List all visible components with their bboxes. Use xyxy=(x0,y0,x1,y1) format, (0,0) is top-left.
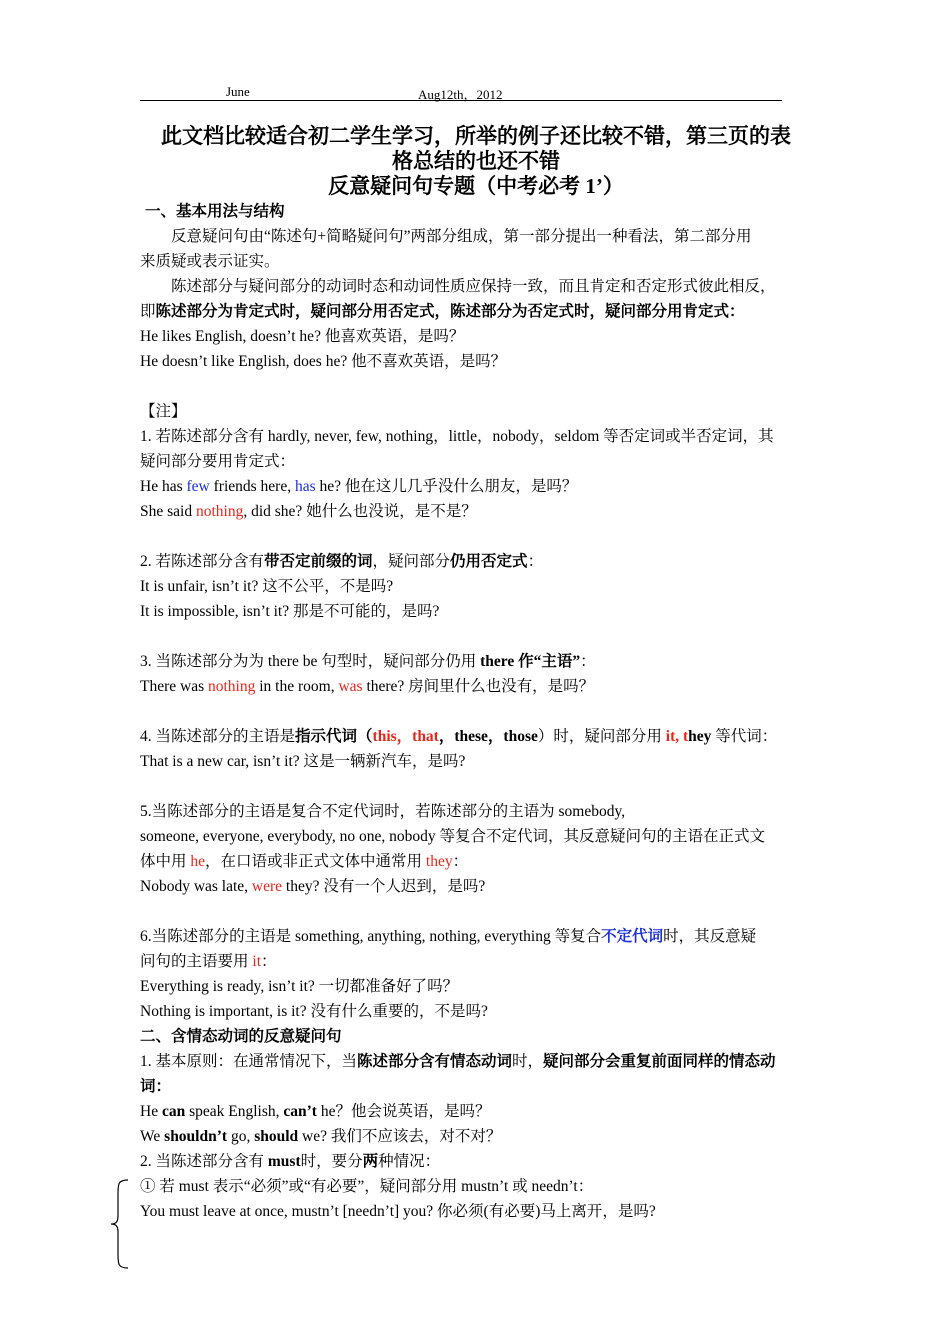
bold-text: 带否定前缀的词 xyxy=(264,553,373,570)
text-run: 6.当陈述部分的主语是 something, anything, nothing, everything 等复合 xyxy=(140,928,602,945)
highlight-word: nothing xyxy=(195,503,244,520)
text-run: 1. 基本原则：在通常情况下，当 xyxy=(140,1053,358,1070)
section2-heading: 二、含情态动词的反意疑问句 xyxy=(140,1028,342,1045)
section2-rule1-line1 xyxy=(140,1049,820,1074)
text-run: ）时，疑问部分用 xyxy=(537,728,666,745)
text-run: he？他会说英语，是吗？ xyxy=(316,1103,491,1120)
text-run: 种情况： xyxy=(378,1153,441,1170)
text-run: speak English, xyxy=(185,1103,284,1120)
example-sentence xyxy=(140,1099,820,1124)
page-title-line2: 格总结的也还不错 xyxy=(392,149,560,173)
section1-heading: 一、基本用法与结构 xyxy=(145,203,285,220)
text-run: She said xyxy=(140,503,196,520)
highlight-word: it xyxy=(252,953,262,970)
highlight-word: he xyxy=(190,853,206,870)
text-run: ，在口语或非正式文体中通常用 xyxy=(205,853,426,870)
example-sentence xyxy=(140,1124,820,1149)
bold-text: should xyxy=(254,1128,299,1145)
text-run: Nobody was late, xyxy=(140,878,252,895)
text-run: He xyxy=(140,1103,162,1120)
note3-line xyxy=(140,649,820,674)
page-title-line1: 此文档比较适合初二学生学习，所举的例子还比较不错，第三页的表 xyxy=(161,124,791,148)
highlight-word: few xyxy=(186,478,210,495)
note-label: 【注】 xyxy=(140,403,187,420)
text-run: We xyxy=(140,1128,165,1145)
section1-paragraph1-line1: 反意疑问句由“陈述句+简略疑问句”两部分组成，第一部分提出一种看法，第二部分用 xyxy=(140,228,752,245)
text-run: friends here, xyxy=(209,478,295,495)
highlight-word: this，that xyxy=(372,728,439,745)
text-run: 问句的主语要用 xyxy=(140,953,253,970)
text-run: He has xyxy=(140,478,187,495)
highlight-word: 不定代词 xyxy=(601,928,664,945)
note5-line3 xyxy=(140,849,820,874)
bold-text: must xyxy=(267,1153,301,1170)
text-run: 体中用 xyxy=(140,853,191,870)
note1-line2: 疑问部分要用肯定式： xyxy=(140,453,296,470)
example-sentence: It is unfair, isn’t it? 这不公平，不是吗? xyxy=(140,578,394,595)
text-run: ： xyxy=(452,853,469,870)
example-sentence xyxy=(140,474,820,499)
bold-text: 陈述部分含有情态动词 xyxy=(357,1053,513,1070)
highlight-word: nothing xyxy=(208,678,256,695)
text-run: he? 他在这儿几乎没什么朋友，是吗？ xyxy=(315,478,578,495)
bold-text: hey xyxy=(688,728,712,745)
example-sentence: It is impossible, isn’t it? 那是不可能的，是吗? xyxy=(140,603,440,620)
highlight-word: were xyxy=(251,878,283,895)
text-run: in the room, xyxy=(255,678,339,695)
text-run: ，疑问部分 xyxy=(372,553,451,570)
example-sentence: He likes English, doesn’t he? 他喜欢英语，是吗？ xyxy=(140,328,465,345)
text-run: ： xyxy=(580,653,596,670)
header-rule xyxy=(140,100,782,101)
text-run: 3. 当陈述部分为为 there be 句型时，疑问部分仍用 xyxy=(140,653,481,670)
text-run: 时，要分 xyxy=(300,1153,363,1170)
note5-line1: 5.当陈述部分的主语是复合不定代词时，若陈述部分的主语为 somebody, xyxy=(140,803,626,820)
bold-text: 仍用否定式 xyxy=(450,553,528,570)
text-run: 4. 当陈述部分的主语是 xyxy=(140,728,296,745)
text-run: 时，其反意疑 xyxy=(663,928,757,945)
note4-line xyxy=(140,724,820,749)
text-run: go, xyxy=(227,1128,255,1145)
bold-text: shouldn’t xyxy=(164,1128,228,1145)
text-run: there? 房间里什么也没有，是吗？ xyxy=(362,678,595,695)
section2-rule2-line xyxy=(140,1149,820,1174)
note6-line2 xyxy=(140,949,820,974)
section1-paragraph2-line2 xyxy=(140,299,820,324)
text-run: they? 没有一个人迟到，是吗? xyxy=(282,878,486,895)
highlight-word: they xyxy=(425,853,453,870)
note1-line1: 1. 若陈述部分含有 hardly, never, few, nothing，little，nobody，seldom 等否定词或半否定词，其 xyxy=(140,428,774,445)
text-run: ： xyxy=(527,553,544,570)
example-sentence: Nothing is important, is it? 没有什么重要的，不是吗? xyxy=(140,1003,488,1020)
text-run: There was xyxy=(140,678,208,695)
example-sentence: That is a new car, isn’t it? 这是一辆新汽车，是吗? xyxy=(140,753,466,770)
section1-paragraph1-line2: 来质疑或表示证实。 xyxy=(140,253,280,270)
text-run: 时， xyxy=(512,1053,544,1070)
text-run: 等代词： xyxy=(711,728,778,745)
section1-paragraph2-line1: 陈述部分与疑问部分的动词时态和动词性质应保持一致，而且肯定和否定形式彼此相反， xyxy=(140,278,776,295)
header-left: June xyxy=(226,84,250,99)
bold-rule-text: 陈述部分为肯定式时，疑问部分用否定式，陈述部分为否定式时，疑问部分用肯定式： xyxy=(155,303,745,320)
text-run: 即 xyxy=(140,303,156,320)
example-sentence xyxy=(140,874,820,899)
highlight-word: it, t xyxy=(665,728,689,745)
section2-case1-line: ① 若 must 表示“必须”或“有必要”，疑问部分用 mustn’t 或 needn’t： xyxy=(140,1178,594,1195)
header-date: Aug12th，2012 xyxy=(418,87,503,102)
text-run: ： xyxy=(261,953,277,970)
example-sentence xyxy=(140,499,820,524)
note6-line1 xyxy=(140,924,820,949)
note2-line xyxy=(140,549,820,574)
text-run: 2. 当陈述部分含有 xyxy=(140,1153,268,1170)
text-run: 2. 若陈述部分含有 xyxy=(140,553,265,570)
bold-text: can’t xyxy=(283,1103,317,1120)
text-run: we? 我们不应该去，对不对？ xyxy=(298,1128,502,1145)
highlight-word: has xyxy=(294,478,316,495)
text-run: , did she? 她什么也没说，是不是？ xyxy=(243,503,477,520)
note5-line2: someone, everyone, everybody, no one, nobody 等复合不定代词，其反意疑问句的主语在正式文 xyxy=(140,828,765,845)
bold-text: there 作“主语” xyxy=(480,653,581,670)
bold-text: 疑问部分会重复前面同样的情态动 xyxy=(543,1053,776,1070)
page-title-line3: 反意疑问句专题（中考必考 1’） xyxy=(328,174,624,198)
example-sentence: He doesn’t like English, does he? 他不喜欢英语，是吗？ xyxy=(140,353,507,370)
bold-text: ，these，those xyxy=(438,728,538,745)
example-sentence: Everything is ready, isn’t it? 一切都准备好了吗？ xyxy=(140,978,459,995)
highlight-word: was xyxy=(338,678,363,695)
bold-text: 两 xyxy=(362,1153,379,1170)
curly-brace-icon xyxy=(108,1178,132,1270)
bold-text: can xyxy=(161,1103,186,1120)
section2-rule1-line2: 词： xyxy=(140,1078,172,1095)
bold-text: 指示代词（ xyxy=(295,728,373,745)
example-sentence xyxy=(140,674,820,699)
example-sentence: You must leave at once, mustn’t [needn’t] you? 你必须(有必要)马上离开，是吗? xyxy=(140,1203,656,1220)
